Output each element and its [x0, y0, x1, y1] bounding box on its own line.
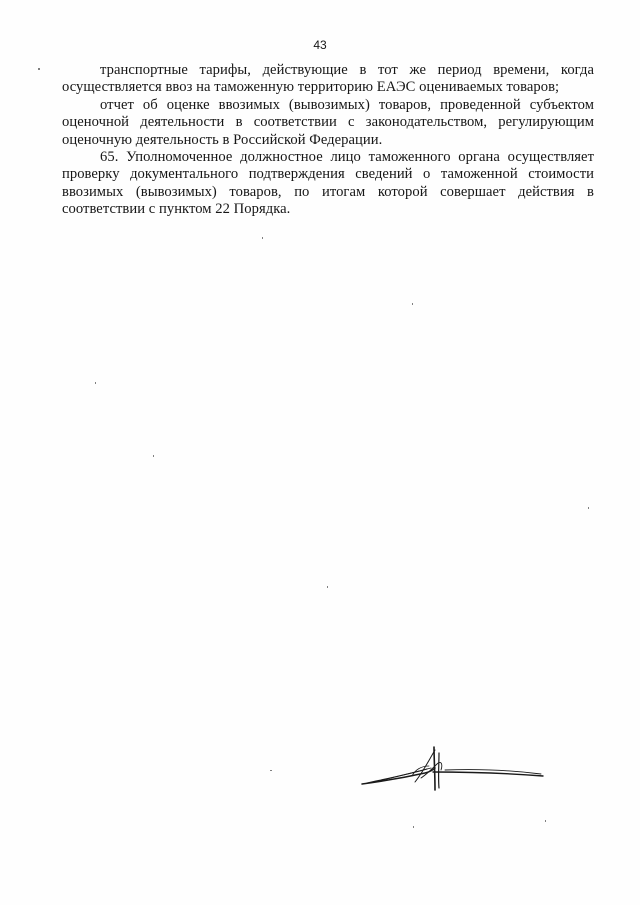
document-body	[62, 62, 594, 219]
scan-speck	[270, 770, 272, 771]
paragraph-valuation-report: отчет об оценке ввозимых (вывозимых) товаров, проведенной субъектом оценочной деятельности в соответствии с законодательством, регулирующим оценочную деятельность в Российской Федерации.	[62, 96, 594, 148]
signature	[355, 738, 555, 798]
scan-speck	[262, 237, 263, 239]
scan-speck	[412, 303, 413, 305]
scan-speck	[153, 455, 154, 457]
paragraph-transport-tariffs: транспортные тарифы, действующие в тот же период времени, когда осуществляется ввоз на таможенную территорию ЕАЭС оцениваемых товаров;	[62, 62, 594, 96]
scan-speck	[95, 382, 96, 384]
scan-speck	[327, 586, 328, 588]
page-number: 43	[313, 38, 327, 52]
scan-speck	[545, 820, 546, 822]
scan-speck	[38, 68, 40, 70]
paragraph-65: 65. Уполномоченное должностное лицо таможенного органа осуществляет проверку документального подтверждения сведений о таможенной стоимости ввозимых (вывозимых) товаров, по итогам которой совершает действия в соответствии с пунктом 22 Порядка.	[62, 149, 594, 218]
scan-speck	[413, 826, 414, 828]
scan-speck	[588, 507, 589, 509]
